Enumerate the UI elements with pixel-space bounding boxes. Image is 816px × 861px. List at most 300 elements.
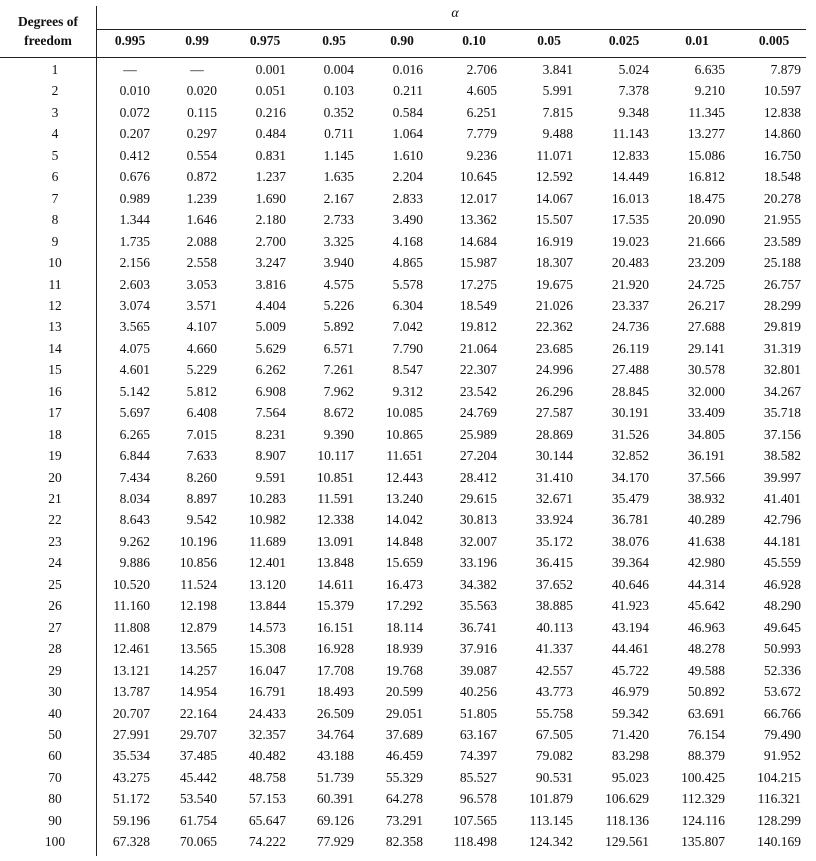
value-cell: 15.987 bbox=[459, 255, 497, 271]
value-cell: 5.009 bbox=[255, 319, 286, 335]
value-cell: 29.819 bbox=[763, 319, 801, 335]
value-cell: 0.103 bbox=[323, 83, 354, 99]
value-cell: 67.328 bbox=[112, 834, 150, 850]
value-cell: 5.578 bbox=[392, 276, 423, 292]
value-cell: 28.299 bbox=[763, 297, 801, 313]
value-cell: 63.167 bbox=[459, 726, 497, 742]
value-cell: 30.191 bbox=[611, 405, 649, 421]
value-cell: 3.565 bbox=[119, 319, 150, 335]
alpha-column-header: 0.025 bbox=[608, 33, 640, 48]
value-cell: 0.676 bbox=[119, 169, 150, 185]
value-cell: 14.954 bbox=[179, 684, 217, 700]
value-cell: 29.141 bbox=[687, 340, 725, 356]
value-cell: 26.296 bbox=[535, 383, 573, 399]
value-cell: 32.000 bbox=[687, 383, 725, 399]
value-cell: 11.143 bbox=[612, 126, 649, 142]
value-cell: 74.397 bbox=[459, 748, 497, 764]
value-cell: 20.599 bbox=[385, 684, 423, 700]
dof-cell: 26 bbox=[48, 598, 62, 614]
value-cell: 36.415 bbox=[535, 555, 573, 571]
value-cell: 32.801 bbox=[763, 362, 801, 378]
value-cell: 7.261 bbox=[323, 362, 354, 378]
dof-cell: 13 bbox=[48, 319, 62, 335]
value-cell: 1.064 bbox=[392, 126, 423, 142]
value-cell: 9.262 bbox=[119, 533, 150, 549]
value-cell: 44.461 bbox=[611, 641, 649, 657]
value-cell: 34.382 bbox=[459, 576, 497, 592]
value-cell: 82.358 bbox=[385, 834, 423, 850]
alpha-column-header: 0.995 bbox=[114, 33, 146, 48]
value-cell: 23.542 bbox=[459, 383, 497, 399]
value-cell: 16.750 bbox=[763, 147, 801, 163]
value-cell: 45.559 bbox=[763, 555, 801, 571]
value-cell: 16.919 bbox=[535, 233, 573, 249]
value-cell: 1.690 bbox=[255, 190, 286, 206]
dof-cell: 10 bbox=[48, 255, 62, 271]
value-cell: 4.075 bbox=[119, 340, 150, 356]
value-cell: 14.573 bbox=[248, 619, 286, 635]
dof-cell: 1 bbox=[51, 62, 59, 77]
table-row bbox=[0, 531, 816, 552]
dof-cell: 30 bbox=[48, 684, 62, 700]
value-cell: 118.498 bbox=[453, 834, 497, 850]
value-cell: 2.156 bbox=[119, 255, 150, 271]
value-cell: 39.997 bbox=[763, 469, 801, 485]
value-cell: 5.024 bbox=[618, 62, 649, 77]
table-row bbox=[0, 509, 816, 530]
value-cell: 51.805 bbox=[459, 705, 497, 721]
value-cell: 67.505 bbox=[535, 726, 573, 742]
value-cell: 7.042 bbox=[392, 319, 423, 335]
alpha-column-header: 0.99 bbox=[185, 33, 209, 48]
value-cell: 5.142 bbox=[119, 383, 150, 399]
value-cell: 20.483 bbox=[611, 255, 649, 271]
value-cell: 17.708 bbox=[316, 662, 354, 678]
value-cell: 43.275 bbox=[112, 769, 150, 785]
dof-cell: 23 bbox=[48, 533, 62, 549]
value-cell: 3.490 bbox=[392, 212, 423, 228]
dof-cell: 19 bbox=[48, 448, 62, 464]
value-cell: 35.479 bbox=[611, 491, 649, 506]
table-row bbox=[0, 252, 816, 273]
value-cell: 41.337 bbox=[535, 641, 573, 657]
value-cell: 32.007 bbox=[459, 533, 497, 549]
value-cell: 40.289 bbox=[687, 512, 725, 528]
value-cell: 9.542 bbox=[186, 512, 217, 528]
dof-cell: 100 bbox=[44, 834, 66, 850]
value-cell: 12.461 bbox=[112, 641, 150, 657]
value-cell: 16.047 bbox=[248, 662, 286, 678]
value-cell: 37.566 bbox=[687, 469, 725, 485]
value-cell: 26.757 bbox=[763, 276, 801, 292]
dof-cell: 5 bbox=[51, 147, 59, 163]
value-cell: 12.198 bbox=[179, 598, 217, 614]
value-cell: 16.473 bbox=[385, 576, 423, 592]
value-cell: 5.812 bbox=[186, 383, 217, 399]
value-cell: 0.004 bbox=[323, 62, 354, 77]
table-row bbox=[0, 724, 816, 745]
value-cell: 6.251 bbox=[466, 104, 497, 120]
value-cell: 34.267 bbox=[763, 383, 801, 399]
value-cell: 21.920 bbox=[611, 276, 649, 292]
value-cell: 22.164 bbox=[179, 705, 217, 721]
value-cell: 4.575 bbox=[323, 276, 354, 292]
value-cell: 10.982 bbox=[248, 512, 286, 528]
value-cell: 7.434 bbox=[119, 469, 150, 485]
value-cell: 101.879 bbox=[529, 791, 573, 807]
table-row bbox=[0, 767, 816, 788]
value-cell: 5.629 bbox=[255, 340, 286, 356]
value-cell: 13.565 bbox=[179, 641, 217, 657]
value-cell: 135.807 bbox=[681, 834, 725, 850]
value-cell: 71.420 bbox=[611, 726, 649, 742]
value-cell: 13.121 bbox=[112, 662, 150, 678]
value-cell: 1.610 bbox=[392, 147, 423, 163]
value-cell: 39.087 bbox=[459, 662, 497, 678]
value-cell: 11.591 bbox=[317, 491, 354, 506]
value-cell: 107.565 bbox=[453, 812, 497, 828]
value-cell: 85.527 bbox=[459, 769, 497, 785]
value-cell: 20.278 bbox=[763, 190, 801, 206]
value-cell: 15.659 bbox=[385, 555, 423, 571]
alpha-column-header: 0.10 bbox=[462, 33, 486, 48]
table-row bbox=[0, 338, 816, 359]
value-cell: 55.329 bbox=[385, 769, 423, 785]
value-cell: 9.390 bbox=[323, 426, 354, 442]
alpha-column-header: 0.01 bbox=[685, 33, 709, 48]
dof-cell: 50 bbox=[48, 726, 62, 742]
value-cell: 0.484 bbox=[255, 126, 286, 142]
value-cell: 10.520 bbox=[112, 576, 150, 592]
table-row bbox=[0, 424, 816, 445]
value-cell: 45.642 bbox=[687, 598, 725, 614]
value-cell: 57.153 bbox=[248, 791, 286, 807]
value-cell: 95.023 bbox=[611, 769, 649, 785]
table-row bbox=[0, 660, 816, 681]
value-cell: 13.091 bbox=[316, 533, 354, 549]
value-cell: 5.697 bbox=[119, 405, 150, 421]
value-cell: 16.791 bbox=[248, 684, 286, 700]
alpha-column-header: 0.005 bbox=[758, 33, 790, 48]
value-cell: 11.651 bbox=[386, 448, 423, 464]
value-cell: 17.275 bbox=[459, 276, 497, 292]
value-cell: 34.805 bbox=[687, 426, 725, 442]
value-cell: 2.167 bbox=[323, 190, 354, 206]
table-row bbox=[0, 831, 816, 852]
value-cell: 0.711 bbox=[324, 126, 354, 142]
dof-cell: 2 bbox=[51, 83, 59, 99]
table-row bbox=[0, 274, 816, 295]
dof-cell: 16 bbox=[48, 383, 62, 399]
value-cell: 37.916 bbox=[459, 641, 497, 657]
value-cell: 21.955 bbox=[763, 212, 801, 228]
value-cell: 25.989 bbox=[459, 426, 497, 442]
value-cell: 11.524 bbox=[180, 576, 217, 592]
value-cell: 11.689 bbox=[249, 533, 286, 549]
value-cell: 11.160 bbox=[113, 598, 150, 614]
value-cell: 35.172 bbox=[535, 533, 573, 549]
table-row bbox=[0, 681, 816, 702]
value-cell: 35.718 bbox=[763, 405, 801, 421]
value-cell: 12.338 bbox=[316, 512, 354, 528]
value-cell: 30.144 bbox=[535, 448, 573, 464]
value-cell: 4.865 bbox=[392, 255, 423, 271]
value-cell: 6.408 bbox=[186, 405, 217, 421]
dof-cell: 25 bbox=[48, 576, 62, 592]
value-cell: 40.113 bbox=[536, 619, 573, 635]
value-cell: 96.578 bbox=[459, 791, 497, 807]
table-row bbox=[0, 166, 816, 187]
value-cell: 46.928 bbox=[763, 576, 801, 592]
dof-cell: 11 bbox=[48, 276, 62, 292]
value-cell: 23.337 bbox=[611, 297, 649, 313]
value-cell: 21.026 bbox=[535, 297, 573, 313]
value-cell: 76.154 bbox=[687, 726, 725, 742]
value-cell: 43.773 bbox=[535, 684, 573, 700]
dof-cell: 7 bbox=[51, 190, 59, 206]
value-cell: 17.292 bbox=[385, 598, 423, 614]
value-cell: 140.169 bbox=[757, 834, 801, 850]
value-cell: 7.790 bbox=[392, 340, 423, 356]
value-cell: 61.754 bbox=[179, 812, 217, 828]
value-cell: 42.980 bbox=[687, 555, 725, 571]
value-cell: 70.065 bbox=[179, 834, 217, 850]
value-cell: — bbox=[190, 62, 204, 77]
value-cell: 19.023 bbox=[611, 233, 649, 249]
value-cell: 10.597 bbox=[763, 83, 801, 99]
value-cell: 53.540 bbox=[179, 791, 217, 807]
value-cell: 43.188 bbox=[316, 748, 354, 764]
value-cell: 128.299 bbox=[757, 812, 801, 828]
header-bottom-rule bbox=[0, 57, 806, 58]
value-cell: 41.401 bbox=[763, 491, 801, 506]
dof-cell: 80 bbox=[48, 791, 62, 807]
value-cell: 91.952 bbox=[763, 748, 801, 764]
value-cell: 1.646 bbox=[186, 212, 217, 228]
value-cell: 74.222 bbox=[248, 834, 286, 850]
value-cell: 8.260 bbox=[186, 469, 217, 485]
value-cell: 21.064 bbox=[459, 340, 497, 356]
value-cell: 7.015 bbox=[186, 426, 217, 442]
value-cell: 3.074 bbox=[119, 297, 150, 313]
dof-cell: 6 bbox=[51, 169, 59, 185]
table-row bbox=[0, 359, 816, 380]
value-cell: 24.433 bbox=[248, 705, 286, 721]
value-cell: 14.860 bbox=[763, 126, 801, 142]
table-row bbox=[0, 402, 816, 423]
value-cell: 2.088 bbox=[186, 233, 217, 249]
value-cell: 44.314 bbox=[687, 576, 725, 592]
value-cell: 39.364 bbox=[611, 555, 649, 571]
table-row bbox=[0, 123, 816, 144]
table-row bbox=[0, 295, 816, 316]
value-cell: 4.404 bbox=[255, 297, 286, 313]
value-cell: 28.412 bbox=[459, 469, 497, 485]
dof-cell: 27 bbox=[48, 619, 62, 635]
dof-cell: 18 bbox=[48, 426, 62, 442]
value-cell: 24.996 bbox=[535, 362, 573, 378]
value-cell: 12.017 bbox=[459, 190, 497, 206]
value-cell: 25.188 bbox=[763, 255, 801, 271]
value-cell: 10.856 bbox=[179, 555, 217, 571]
value-cell: 4.605 bbox=[466, 83, 497, 99]
value-cell: 7.879 bbox=[770, 62, 801, 77]
value-cell: 55.758 bbox=[535, 705, 573, 721]
value-cell: 38.932 bbox=[687, 491, 725, 506]
value-cell: 0.216 bbox=[255, 104, 286, 120]
value-cell: 3.325 bbox=[323, 233, 354, 249]
value-cell: 12.592 bbox=[535, 169, 573, 185]
value-cell: 14.257 bbox=[179, 662, 217, 678]
value-cell: 3.053 bbox=[186, 276, 217, 292]
value-cell: 50.892 bbox=[687, 684, 725, 700]
value-cell: 100.425 bbox=[681, 769, 725, 785]
value-cell: 34.170 bbox=[611, 469, 649, 485]
value-cell: 8.643 bbox=[119, 512, 150, 528]
value-cell: 0.115 bbox=[187, 104, 217, 120]
value-cell: 31.526 bbox=[611, 426, 649, 442]
value-cell: 16.013 bbox=[611, 190, 649, 206]
value-cell: 32.357 bbox=[248, 726, 286, 742]
value-cell: 24.769 bbox=[459, 405, 497, 421]
value-cell: 14.848 bbox=[385, 533, 423, 549]
dof-cell: 14 bbox=[48, 340, 62, 356]
value-cell: 23.589 bbox=[763, 233, 801, 249]
dof-cell: 17 bbox=[48, 405, 62, 421]
dof-cell: 28 bbox=[48, 641, 62, 657]
alpha-column-header: 0.95 bbox=[322, 33, 346, 48]
value-cell: 6.844 bbox=[119, 448, 150, 464]
dof-cell: 60 bbox=[48, 748, 62, 764]
value-cell: 6.265 bbox=[119, 426, 150, 442]
value-cell: 1.237 bbox=[255, 169, 286, 185]
value-cell: 3.571 bbox=[186, 297, 217, 313]
dof-cell: 15 bbox=[48, 362, 62, 378]
value-cell: 24.725 bbox=[687, 276, 725, 292]
table-row bbox=[0, 231, 816, 252]
value-cell: 44.181 bbox=[763, 533, 801, 549]
value-cell: 13.240 bbox=[385, 491, 423, 506]
value-cell: 31.319 bbox=[763, 340, 801, 356]
value-cell: 43.194 bbox=[611, 619, 649, 635]
table-row bbox=[0, 574, 816, 595]
alpha-column-header: 0.90 bbox=[390, 33, 414, 48]
value-cell: 8.907 bbox=[255, 448, 286, 464]
value-cell: 12.833 bbox=[611, 147, 649, 163]
value-cell: 37.689 bbox=[385, 726, 423, 742]
value-cell: 0.020 bbox=[186, 83, 217, 99]
value-cell: 16.928 bbox=[316, 641, 354, 657]
table-row bbox=[0, 810, 816, 831]
value-cell: 53.672 bbox=[763, 684, 801, 700]
value-cell: 124.342 bbox=[529, 834, 573, 850]
value-cell: 36.191 bbox=[687, 448, 725, 464]
value-cell: 30.578 bbox=[687, 362, 725, 378]
value-cell: 12.838 bbox=[763, 104, 801, 120]
value-cell: 3.247 bbox=[255, 255, 286, 271]
value-cell: 69.126 bbox=[316, 812, 354, 828]
value-cell: 10.196 bbox=[179, 533, 217, 549]
value-cell: 10.117 bbox=[317, 448, 354, 464]
value-cell: 41.638 bbox=[687, 533, 725, 549]
value-cell: 64.278 bbox=[385, 791, 423, 807]
value-cell: 42.796 bbox=[763, 512, 801, 528]
dof-cell: 8 bbox=[51, 212, 59, 228]
value-cell: 7.779 bbox=[466, 126, 497, 142]
value-cell: 90.531 bbox=[535, 769, 573, 785]
value-cell: 20.707 bbox=[112, 705, 150, 721]
dof-cell: 22 bbox=[48, 512, 62, 528]
value-cell: 2.833 bbox=[392, 190, 423, 206]
value-cell: 13.120 bbox=[248, 576, 286, 592]
alpha-header-rule bbox=[97, 29, 806, 30]
value-cell: 8.672 bbox=[323, 405, 354, 421]
value-cell: 49.645 bbox=[763, 619, 801, 635]
value-cell: 6.304 bbox=[392, 297, 423, 313]
value-cell: 12.401 bbox=[248, 555, 286, 571]
value-cell: 13.848 bbox=[316, 555, 354, 571]
table-row bbox=[0, 745, 816, 766]
value-cell: 34.764 bbox=[316, 726, 354, 742]
value-cell: 46.979 bbox=[611, 684, 649, 700]
value-cell: 38.076 bbox=[611, 533, 649, 549]
value-cell: 31.410 bbox=[535, 469, 573, 485]
value-cell: 66.766 bbox=[763, 705, 801, 721]
value-cell: 79.490 bbox=[763, 726, 801, 742]
value-cell: 5.991 bbox=[542, 83, 573, 99]
value-cell: 0.211 bbox=[393, 83, 423, 99]
value-cell: 14.684 bbox=[459, 233, 497, 249]
value-cell: 29.707 bbox=[179, 726, 217, 742]
value-cell: 2.706 bbox=[466, 62, 497, 77]
table-row bbox=[0, 59, 816, 80]
value-cell: 10.283 bbox=[248, 491, 286, 506]
value-cell: 23.209 bbox=[687, 255, 725, 271]
value-cell: 113.145 bbox=[529, 812, 573, 828]
value-cell: 51.739 bbox=[316, 769, 354, 785]
value-cell: 3.816 bbox=[255, 276, 286, 292]
value-cell: 38.582 bbox=[763, 448, 801, 464]
value-cell: 30.813 bbox=[459, 512, 497, 528]
value-cell: 23.685 bbox=[535, 340, 573, 356]
value-cell: 35.534 bbox=[112, 748, 150, 764]
table-row bbox=[0, 381, 816, 402]
value-cell: 1.239 bbox=[186, 190, 217, 206]
value-cell: 8.231 bbox=[255, 426, 286, 442]
value-cell: 7.962 bbox=[323, 383, 354, 399]
dof-cell: 12 bbox=[48, 297, 62, 313]
value-cell: 13.844 bbox=[248, 598, 286, 614]
value-cell: 2.180 bbox=[255, 212, 286, 228]
table-row bbox=[0, 552, 816, 573]
value-cell: 2.733 bbox=[323, 212, 354, 228]
dof-cell: 9 bbox=[51, 233, 59, 249]
value-cell: 9.210 bbox=[694, 83, 725, 99]
value-cell: 14.611 bbox=[317, 576, 354, 592]
table-row bbox=[0, 617, 816, 638]
value-cell: 10.851 bbox=[316, 469, 354, 485]
value-cell: 48.758 bbox=[248, 769, 286, 785]
table-row bbox=[0, 703, 816, 724]
value-cell: 124.116 bbox=[681, 812, 725, 828]
value-cell: 40.482 bbox=[248, 748, 286, 764]
value-cell: 2.204 bbox=[392, 169, 423, 185]
value-cell: 10.085 bbox=[385, 405, 423, 421]
alpha-header: α bbox=[451, 6, 459, 21]
value-cell: 4.107 bbox=[186, 319, 217, 335]
value-cell: 37.652 bbox=[535, 576, 573, 592]
value-cell: 0.016 bbox=[392, 62, 423, 77]
